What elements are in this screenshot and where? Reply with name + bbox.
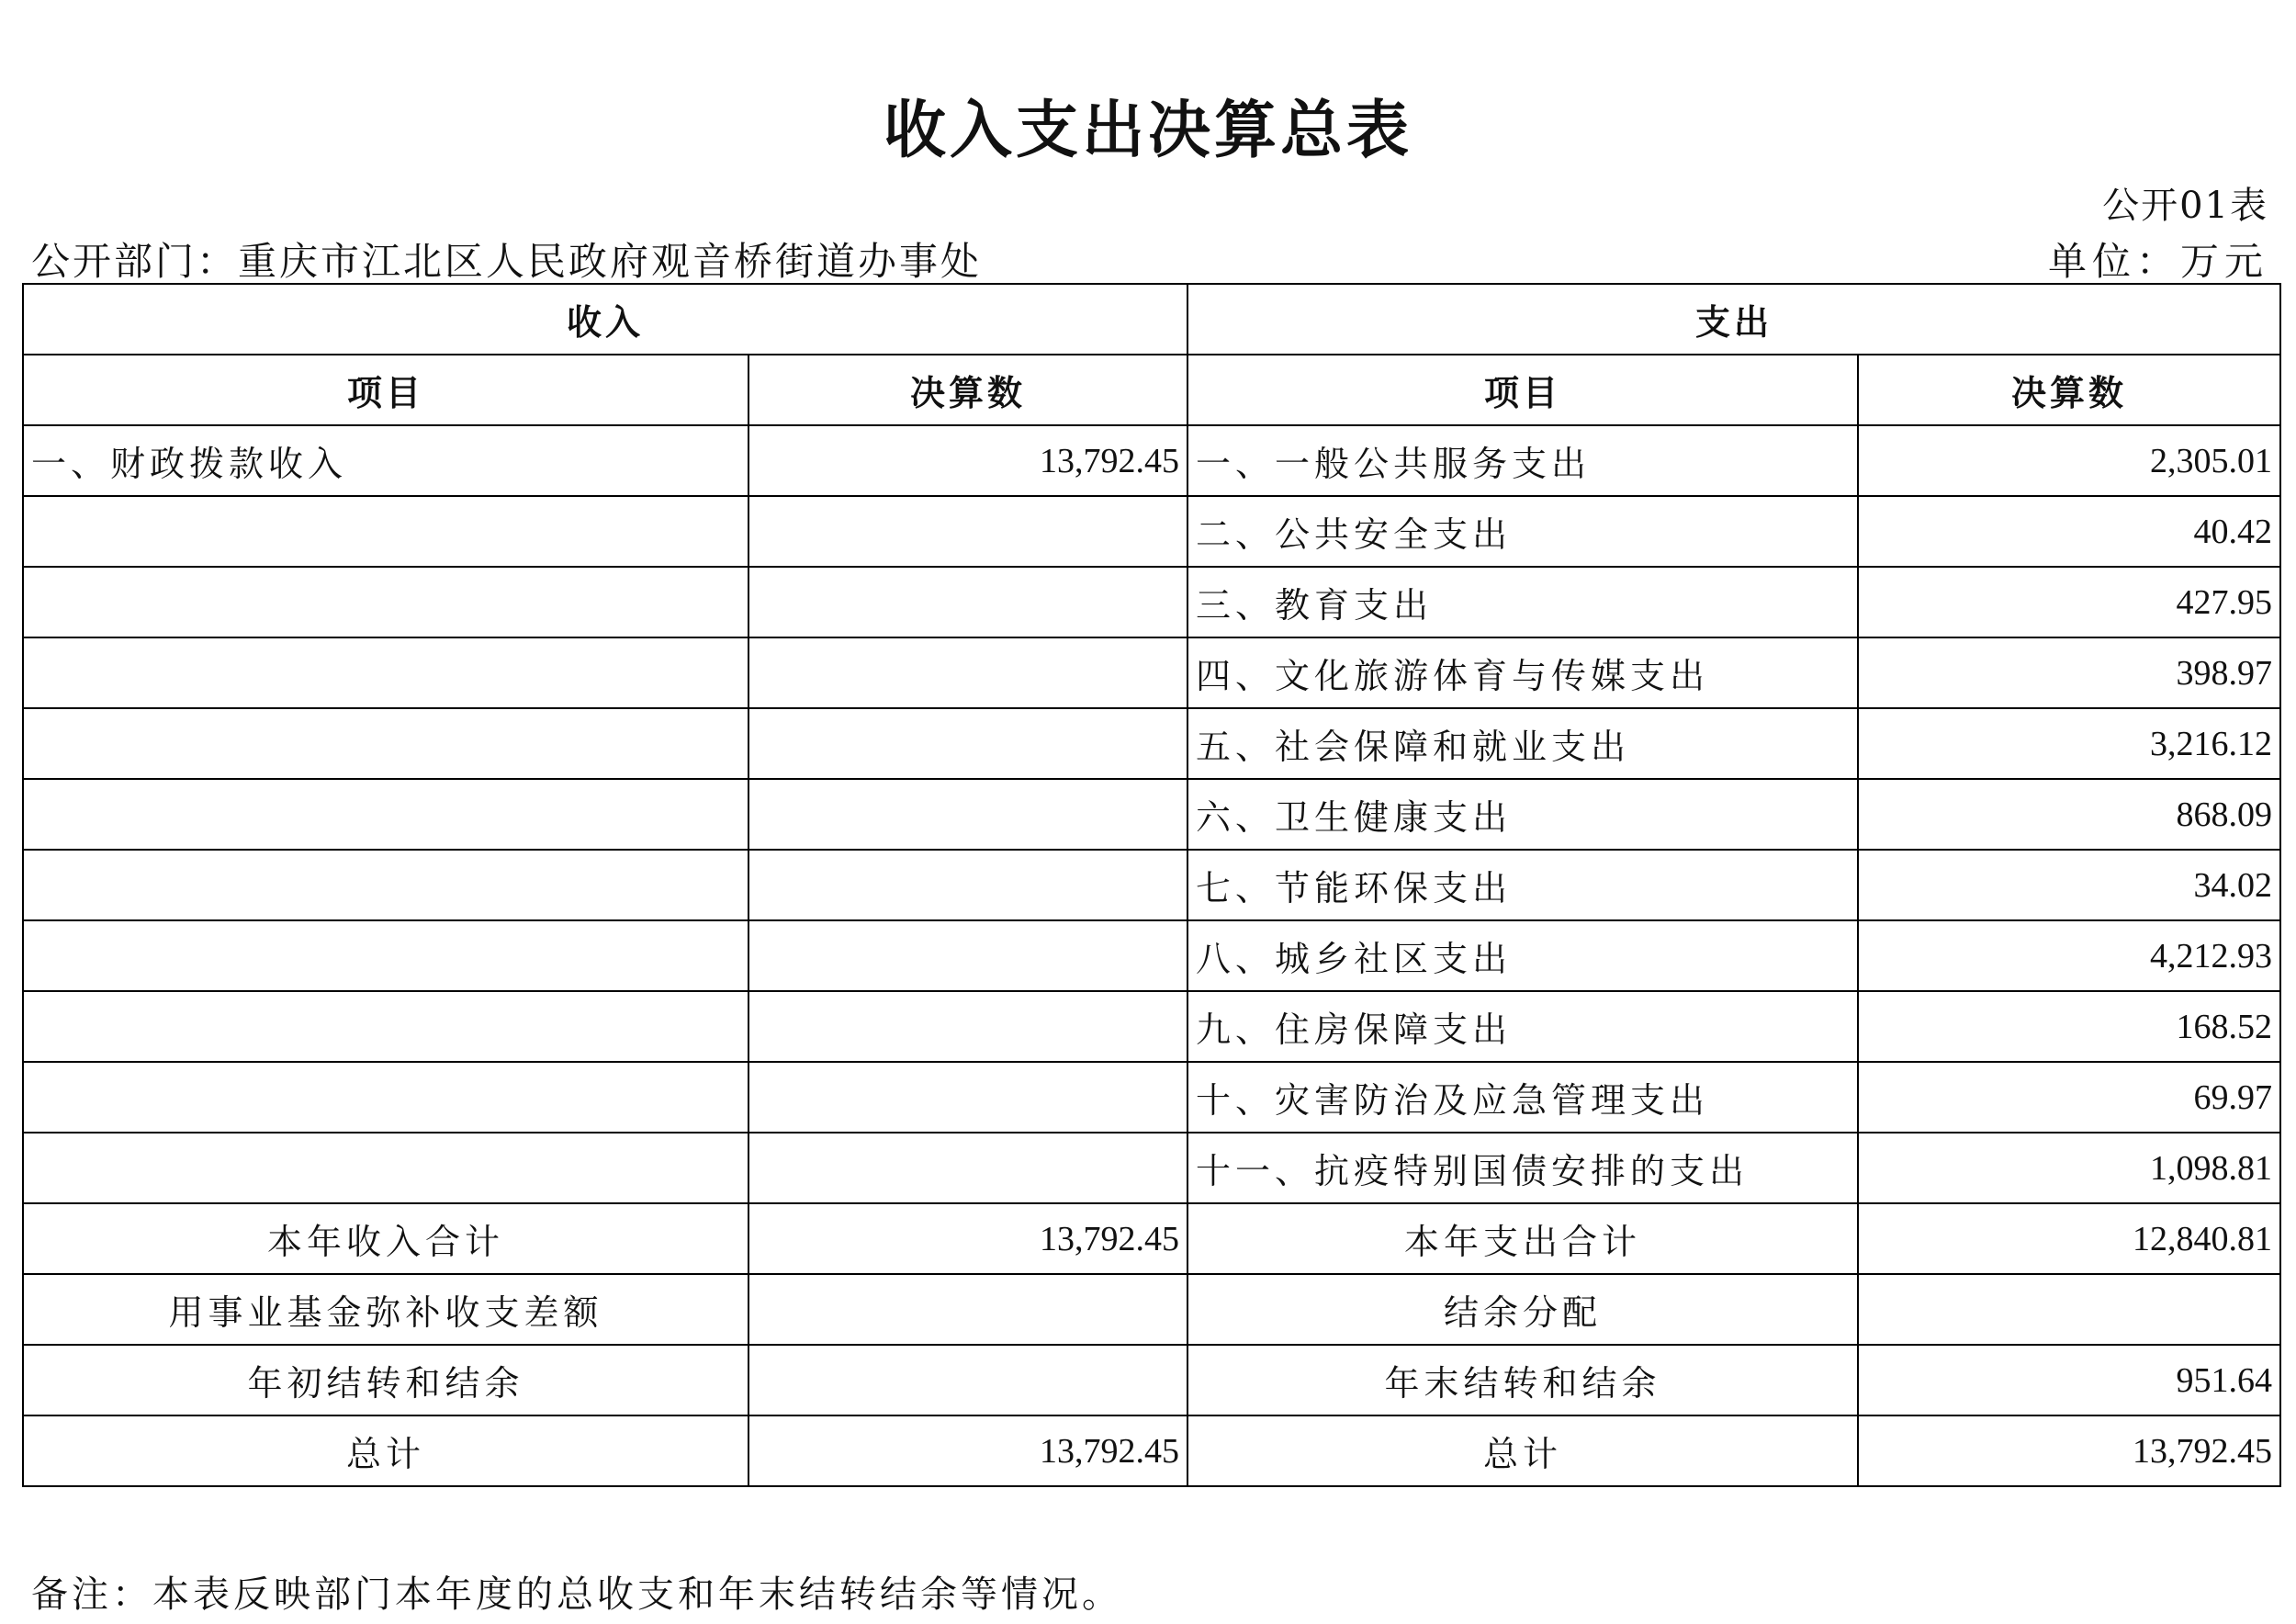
expense-item-cell: 年末结转和结余: [1187, 1345, 1858, 1415]
table-row: [23, 425, 2280, 496]
income-amount-cell: [748, 1345, 1187, 1415]
expense-amount-cell: 13,792.45: [1858, 1415, 2280, 1486]
income-amount-cell: [748, 637, 1187, 708]
expense-amount-cell: 951.64: [1858, 1345, 2280, 1415]
expense-amount-cell: 868.09: [1858, 779, 2280, 850]
income-section-header: 收入: [23, 284, 1187, 355]
income-amount-cell: [748, 920, 1187, 991]
income-amount-cell: [748, 708, 1187, 779]
summary-row: [23, 1415, 2280, 1486]
income-item-cell: [23, 708, 748, 779]
expense-amount-cell: 168.52: [1858, 991, 2280, 1062]
expense-item-cell: 本年支出合计: [1187, 1203, 1858, 1274]
income-amount-cell: 13,792.45: [748, 1415, 1187, 1486]
income-item-cell: [23, 637, 748, 708]
expense-item-cell: 七、节能环保支出: [1187, 850, 1858, 920]
table-row: [23, 708, 2280, 779]
table-row: [23, 991, 2280, 1062]
expense-item-cell: 六、卫生健康支出: [1187, 779, 1858, 850]
expense-item-header: 项目: [1187, 355, 1858, 425]
income-amount-cell: [748, 1274, 1187, 1345]
expense-item-cell: 四、文化旅游体育与传媒支出: [1187, 637, 1858, 708]
income-item-cell: 本年收入合计: [23, 1203, 748, 1274]
summary-row: [23, 1274, 2280, 1345]
income-amount-cell: [748, 567, 1187, 637]
expense-amount-cell: 2,305.01: [1858, 425, 2280, 496]
expense-amount-cell: 34.02: [1858, 850, 2280, 920]
table-row: [23, 637, 2280, 708]
expense-amount-cell: 398.97: [1858, 637, 2280, 708]
expense-amount-cell: [1858, 1274, 2280, 1345]
income-item-cell: [23, 920, 748, 991]
income-item-cell: [23, 779, 748, 850]
expense-item-cell: 八、城乡社区支出: [1187, 920, 1858, 991]
income-item-cell: [23, 1062, 748, 1133]
income-item-cell: 一、财政拨款收入: [23, 425, 748, 496]
unit-label: 单位：万元: [2047, 239, 2268, 284]
expense-amount-cell: 40.42: [1858, 496, 2280, 567]
expense-amount-cell: 4,212.93: [1858, 920, 2280, 991]
expense-amount-cell: 427.95: [1858, 567, 2280, 637]
income-amount-cell: [748, 850, 1187, 920]
income-amount-cell: 13,792.45: [748, 1203, 1187, 1274]
expense-item-cell: 结余分配: [1187, 1274, 1858, 1345]
income-item-cell: [23, 567, 748, 637]
income-amount-cell: [748, 991, 1187, 1062]
income-item-cell: [23, 850, 748, 920]
income-amount-cell: [748, 1062, 1187, 1133]
form-number: 公开01表: [2102, 185, 2268, 227]
expense-amount-cell: 3,216.12: [1858, 708, 2280, 779]
expense-item-cell: 总计: [1187, 1415, 1858, 1486]
expense-item-cell: 五、社会保障和就业支出: [1187, 708, 1858, 779]
income-item-cell: [23, 991, 748, 1062]
summary-row: [23, 1203, 2280, 1274]
income-amount-cell: [748, 779, 1187, 850]
income-item-cell: [23, 496, 748, 567]
income-amount-cell: 13,792.45: [748, 425, 1187, 496]
income-amount-cell: [748, 496, 1187, 567]
income-item-cell: 年初结转和结余: [23, 1345, 748, 1415]
expense-amount-cell: 12,840.81: [1858, 1203, 2280, 1274]
expense-section-header: 支出: [1187, 284, 2280, 355]
income-item-header: 项目: [23, 355, 748, 425]
expense-item-cell: 十、灾害防治及应急管理支出: [1187, 1062, 1858, 1133]
page-title: 收入支出决算总表: [883, 94, 1412, 167]
income-expense-table: [22, 283, 2281, 1487]
department-label: 公开部门：重庆市江北区人民政府观音桥街道办事处: [31, 239, 983, 284]
expense-item-cell: 九、住房保障支出: [1187, 991, 1858, 1062]
income-item-cell: 用事业基金弥补收支差额: [23, 1274, 748, 1345]
income-amount-cell: [748, 1133, 1187, 1203]
expense-item-cell: 三、教育支出: [1187, 567, 1858, 637]
expense-amount-cell: 69.97: [1858, 1062, 2280, 1133]
table-row: [23, 779, 2280, 850]
footnote: 备注：本表反映部门本年度的总收支和年末结转结余等情况。: [31, 1573, 1122, 1616]
income-item-cell: [23, 1133, 748, 1203]
table-row: [23, 850, 2280, 920]
expense-amount-cell: 1,098.81: [1858, 1133, 2280, 1203]
section-header-row: [23, 284, 2280, 355]
expense-item-cell: 一、一般公共服务支出: [1187, 425, 1858, 496]
table-row: [23, 496, 2280, 567]
table-row: [23, 920, 2280, 991]
table-row: [23, 1062, 2280, 1133]
income-amount-header: 决算数: [748, 355, 1187, 425]
expense-amount-header: 决算数: [1858, 355, 2280, 425]
table-row: [23, 1133, 2280, 1203]
expense-item-cell: 十一、抗疫特别国债安排的支出: [1187, 1133, 1858, 1203]
column-header-row: [23, 355, 2280, 425]
expense-item-cell: 二、公共安全支出: [1187, 496, 1858, 567]
income-item-cell: 总计: [23, 1415, 748, 1486]
table-row: [23, 567, 2280, 637]
summary-row: [23, 1345, 2280, 1415]
